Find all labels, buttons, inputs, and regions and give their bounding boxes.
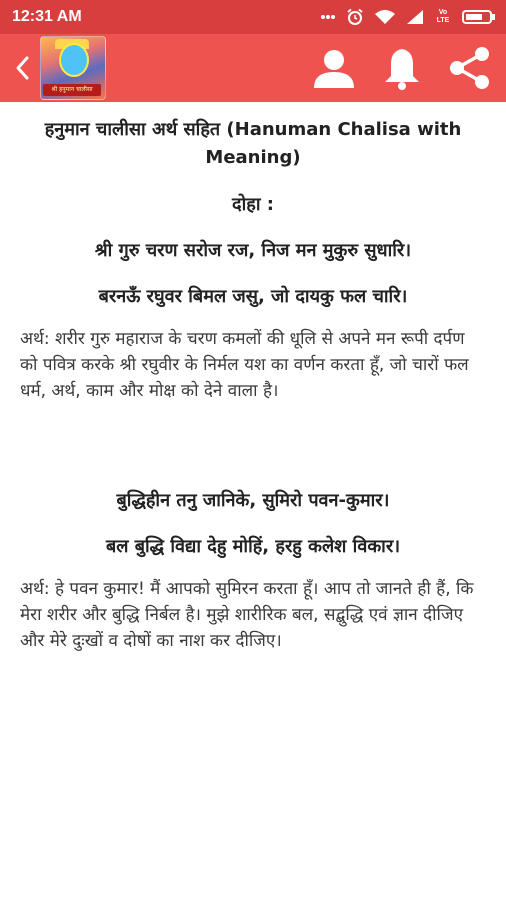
wifi-icon [374, 9, 396, 25]
meaning2-text: अर्थ: हे पवन कुमार! मैं आपको सुमिरन करता हूँ। आप तो जानते ही हैं, कि मेरा शरीर और बुद्धि निर्बल है। मुझे शारीरिक बल, सद्बुद्धि एवं ज्ञान दीजिए और मेरे दुःखों व दोषों का नाश कर दीजिए। [20, 579, 474, 651]
status-icons [320, 8, 496, 26]
verse1-line1: श्री गुरु चरण सरोज रज, निज मन मुकुरु सुधारि। [94, 240, 412, 261]
toolbar-actions [312, 46, 498, 90]
chevron-left-icon [14, 55, 30, 81]
logo-caption: श्री हनुमान चालीसा [43, 84, 101, 96]
volte-icon [434, 9, 452, 25]
doha-label: दोहा : [232, 194, 274, 215]
bell-icon [382, 46, 422, 90]
back-button[interactable] [8, 44, 36, 92]
logo-deity-image [59, 43, 89, 77]
verse1-line2: बरनऊँ रघुवर बिमल जसु, जो दायकु फल चारि। [98, 286, 408, 307]
chalisa-content [0, 102, 506, 654]
status-bar [0, 0, 506, 34]
meaning1-text: अर्थ: शरीर गुरु महाराज के चरण कमलों की धूलि से अपने मन रूपी दर्पण को पवित्र करके श्री रघुवीर के निर्मल यश का वर्णन करता हूँ, जो चारों फल धर्म, अर्थ, काम और मोक्ष को देने वाला है। [20, 329, 469, 401]
profile-icon [312, 46, 356, 90]
app-logo [40, 36, 106, 100]
verse2-line1: बुद्धिहीन तनु जानिके, सुमिरो पवन-कुमार। [116, 490, 390, 511]
verse2-line2: बल बुद्धि विद्या देहु मोहिं, हरहु कलेश विकार। [105, 536, 401, 557]
share-icon [448, 46, 492, 90]
notification-dots-icon [320, 12, 336, 22]
profile-button[interactable] [312, 46, 356, 90]
share-button[interactable] [448, 46, 492, 90]
battery-icon [462, 9, 496, 25]
status-time: 12:31 AM [12, 8, 82, 25]
app-toolbar [0, 34, 506, 102]
page-title: हनुमान चालीसा अर्थ सहित (Hanuman Chalisa with Meaning) [44, 119, 462, 168]
notifications-button[interactable] [382, 46, 422, 90]
network-label: Vo LTE [436, 9, 450, 24]
alarm-icon [346, 8, 364, 26]
signal-icon [406, 9, 424, 25]
